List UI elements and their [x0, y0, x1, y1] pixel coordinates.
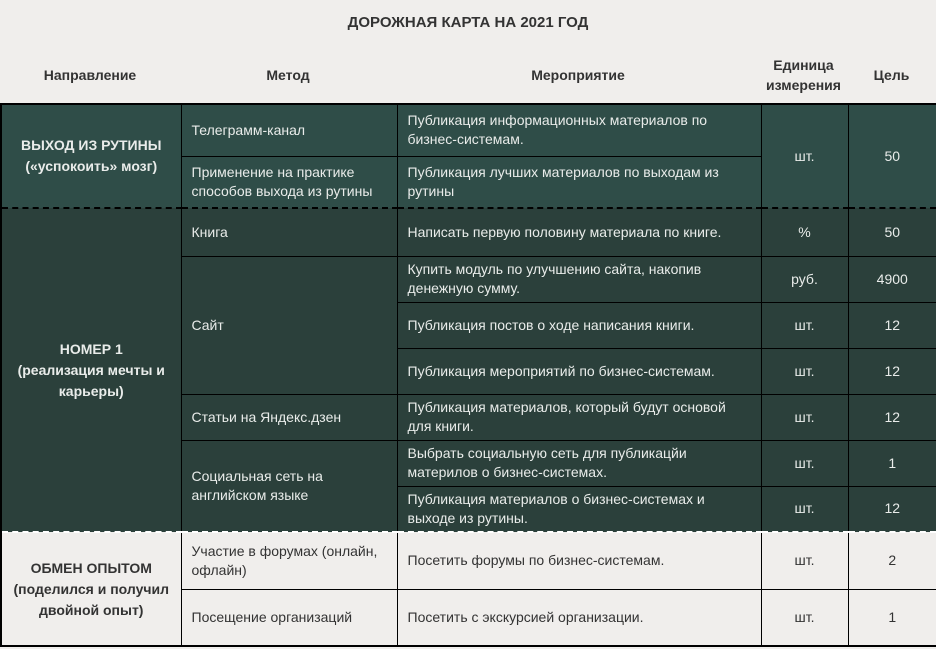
page-title: ДОРОЖНАЯ КАРТА НА 2021 ГОД [347, 14, 589, 31]
direction-title: ВЫХОД ИЗ РУТИНЫ [21, 137, 162, 153]
method-cell: Телеграмм-канал [181, 104, 397, 156]
event-cell: Публикация материалов о бизнес-системах и выходе из рутины. [397, 486, 761, 532]
direction-cell [1, 532, 181, 646]
header-event: Мероприятие [531, 66, 625, 83]
unit-cell: шт. [761, 104, 848, 208]
goal-cell: 12 [848, 486, 936, 532]
unit-cell: шт. [761, 486, 848, 532]
unit-cell: руб. [761, 256, 848, 302]
event-cell: Публикация материалов, который будут основой для книги. [397, 394, 761, 440]
method-cell: Сайт [181, 256, 397, 394]
event-cell: Публикация информационных материалов по бизнес-системам. [397, 104, 761, 156]
event-cell: Посетить с экскурсией организации. [397, 589, 761, 646]
unit-cell: шт. [761, 348, 848, 394]
header-unit: Единица измерения [766, 56, 841, 93]
event-cell: Посетить форумы по бизнес-системам. [397, 532, 761, 589]
goal-cell: 12 [848, 348, 936, 394]
event-cell: Купить модуль по улучшению сайта, накопив денежную сумму. [397, 256, 761, 302]
table-header [0, 46, 936, 103]
goal-cell: 12 [848, 394, 936, 440]
goal-cell: 50 [848, 104, 936, 208]
unit-cell: шт. [761, 394, 848, 440]
goal-cell: 2 [848, 532, 936, 589]
direction-title: НОМЕР 1 [59, 340, 123, 357]
table-row [1, 532, 936, 589]
section-number-one [1, 208, 936, 532]
direction-subtitle: (поделился и получил двойной опыт) [13, 580, 169, 618]
goal-cell: 4900 [848, 256, 936, 302]
method-cell: Участие в форумах (онлайн, офлайн) [181, 532, 397, 589]
table-row [1, 104, 936, 156]
direction-subtitle: («успокоить» мозг) [25, 158, 158, 174]
goal-cell: 1 [848, 589, 936, 646]
goal-cell: 50 [848, 208, 936, 256]
table-row [1, 208, 936, 256]
direction-title: ОБМЕН ОПЫТОМ [30, 559, 152, 576]
method-cell: Книга [181, 208, 397, 256]
event-cell: Публикация мероприятий по бизнес-системам. [397, 348, 761, 394]
header-goal: Цель [873, 66, 910, 83]
direction-subtitle: (реализация мечты и карьеры) [17, 361, 165, 399]
header-method: Метод [266, 66, 310, 83]
method-cell: Статьи на Яндекс.дзен [181, 394, 397, 440]
unit-cell: шт. [761, 532, 848, 589]
direction-cell [1, 104, 181, 208]
unit-cell: шт. [761, 589, 848, 646]
event-cell: Публикация постов о ходе написания книги. [397, 302, 761, 348]
event-cell: Публикация лучших материалов по выходам из рутины [397, 156, 761, 208]
goal-cell: 1 [848, 440, 936, 486]
event-cell: Написать первую половину материала по книге. [397, 208, 761, 256]
unit-cell: шт. [761, 440, 848, 486]
method-cell: Применение на практике способов выхода из рутины [181, 156, 397, 208]
section-routine [1, 104, 936, 208]
direction-cell [1, 208, 181, 532]
header-direction: Направление [43, 66, 137, 83]
unit-cell: % [761, 208, 848, 256]
method-cell: Социальная сеть на английском языке [181, 440, 397, 532]
goal-cell: 12 [848, 302, 936, 348]
event-cell: Выбрать социальную сеть для публикацйи материлов о бизнес-системах. [397, 440, 761, 486]
method-cell: Посещение организаций [181, 589, 397, 646]
section-experience-exchange [1, 532, 936, 646]
unit-cell: шт. [761, 302, 848, 348]
roadmap-table [0, 103, 936, 647]
